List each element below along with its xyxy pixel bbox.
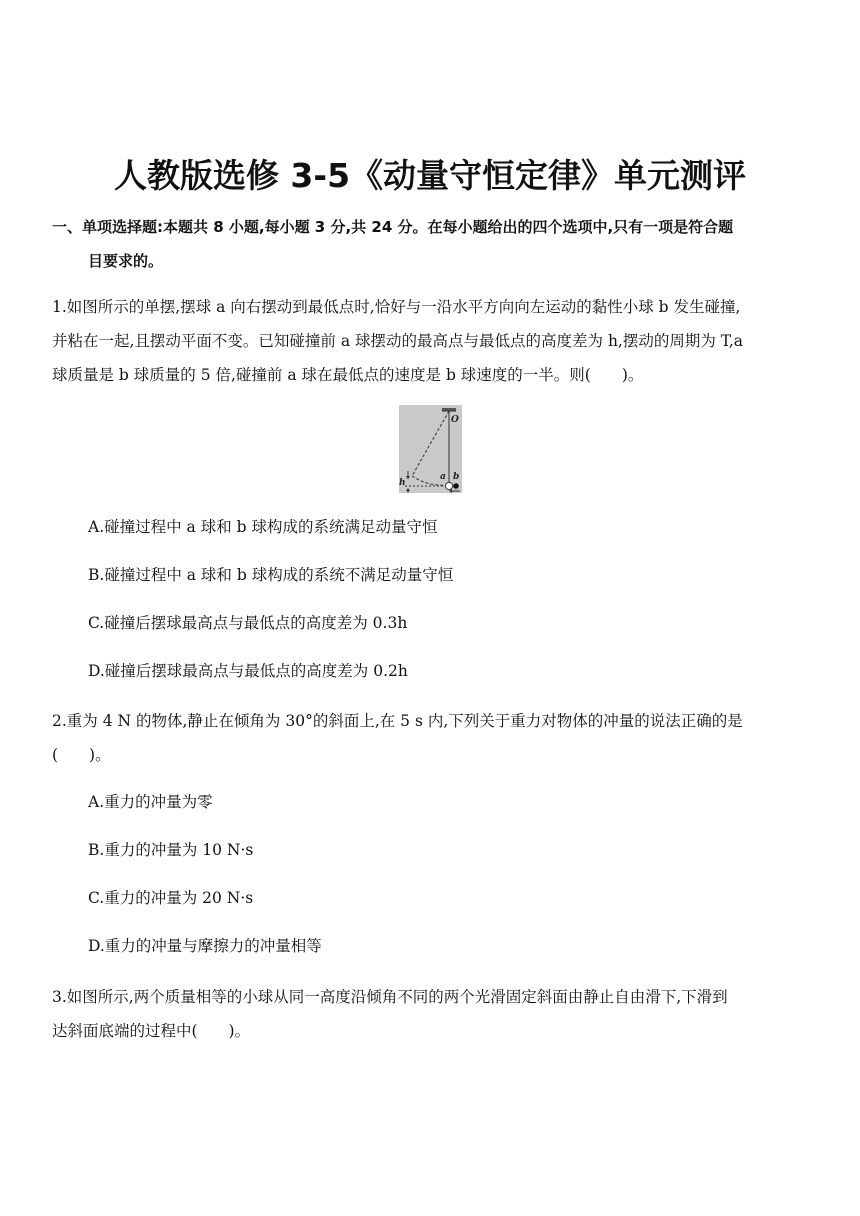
question-1-stem bbox=[52, 290, 814, 392]
question-1-option-d: D.碰撞后摆球最高点与最低点的高度差为 0.2h bbox=[88, 662, 408, 680]
question-1-line-1: 1.如图所示的单摆,摆球 a 向右摆动到最低点时,恰好与一沿水平方向向左运动的黏性小球 b 发生碰撞, bbox=[52, 298, 741, 316]
question-1-option-b: B.碰撞过程中 a 球和 b 球构成的系统不满足动量守恒 bbox=[88, 566, 454, 584]
pendulum-figure bbox=[399, 405, 462, 493]
question-1-line-3: 球质量是 b 球质量的 5 倍,碰撞前 a 球在最低点的速度是 b 球速度的一半。则( )。 bbox=[52, 366, 644, 384]
question-3-line-1: 3.如图所示,两个质量相等的小球从同一高度沿倾角不同的两个光滑固定斜面由静止自由滑下,下滑到 bbox=[52, 988, 728, 1006]
question-2-line-1: 2.重为 4 N 的物体,静止在倾角为 30°的斜面上,在 5 s 内,下列关于重力对物体的冲量的说法正确的是 bbox=[52, 712, 743, 730]
question-2-stem bbox=[52, 704, 814, 772]
section-heading bbox=[52, 210, 812, 278]
question-2-option-d: D.重力的冲量与摩擦力的冲量相等 bbox=[88, 937, 322, 955]
question-3-stem bbox=[52, 980, 814, 1048]
section-heading-line-2: 目要求的。 bbox=[88, 252, 164, 270]
question-2-option-b: B.重力的冲量为 10 N·s bbox=[88, 841, 254, 859]
section-heading-line-1: 一、单项选择题:本题共 8 小题,每小题 3 分,共 24 分。在每小题给出的四个选项中,只有一项是符合题 bbox=[52, 218, 734, 236]
question-3-line-2: 达斜面底端的过程中( )。 bbox=[52, 1022, 251, 1040]
label-O: O bbox=[451, 415, 459, 425]
question-1-option-a: A.碰撞过程中 a 球和 b 球构成的系统满足动量守恒 bbox=[88, 518, 438, 536]
question-2-line-2: ( )。 bbox=[52, 746, 111, 764]
question-1-line-2: 并粘在一起,且摆动平面不变。已知碰撞前 a 球摆动的最高点与最低点的高度差为 h,摆动的周期为 T,a bbox=[52, 332, 744, 350]
question-2-option-a: A.重力的冲量为零 bbox=[88, 793, 213, 811]
label-b: b bbox=[453, 472, 460, 482]
label-h: h bbox=[399, 478, 406, 488]
label-a: a bbox=[440, 472, 446, 482]
page-title: 人教版选修 3-5《动量守恒定律》单元测评 bbox=[113, 156, 747, 195]
question-2-option-c: C.重力的冲量为 20 N·s bbox=[88, 889, 254, 907]
question-1-option-c: C.碰撞后摆球最高点与最低点的高度差为 0.3h bbox=[88, 614, 408, 632]
